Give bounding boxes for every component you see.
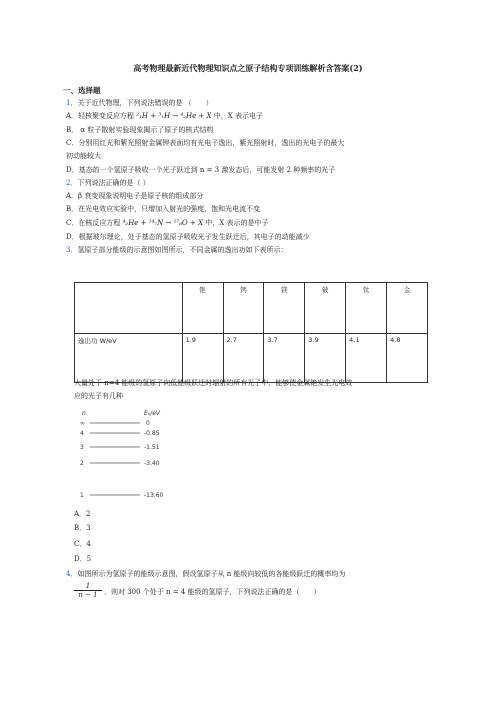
table-cell: 4.1 xyxy=(346,334,387,383)
table-row-label: 逸出功 W/eV xyxy=(75,334,183,383)
q4-fraction xyxy=(74,582,102,599)
level-n-3: 3 xyxy=(80,444,84,451)
q4-stem-text: 如图所示为氢原子的能级示意图，假设氢原子从 n 能级向较低的各能级跃迁的概率均为 xyxy=(77,570,346,578)
level-e-3: -1.51 xyxy=(144,444,160,451)
q2-stem-text: 下列说法正确的是（ ） xyxy=(77,179,150,187)
page-title: 高考物理最新近代物理知识点之原子结构专项训练解析含答案(2) xyxy=(133,63,363,73)
table-header-cell: 铍 xyxy=(305,283,346,334)
q3-body-line1: 大量处于 n=4 能级的氢原子向低能级跃迁时辐射的所有光子中，能够使金属铯发生光电效 xyxy=(74,379,353,387)
q4-fraction-denominator: n − 1 xyxy=(78,591,98,599)
q3-stem xyxy=(66,245,287,255)
table-header-cell: 金 xyxy=(387,283,428,334)
diagram-e-label: Eₙ/eV xyxy=(144,410,161,417)
q1-option-a xyxy=(66,111,263,121)
q1-number: 1． xyxy=(66,99,78,107)
q3-stem-text: 氢原子部分能级的示意图如图所示，不同金属的逸出功如下表所示： xyxy=(77,246,288,254)
q2-option-c-post: 中，X 表示的是中子 xyxy=(205,219,269,227)
level-e-infinity: 0 xyxy=(146,420,150,427)
q1-option-c-line1: C．分别用红光和紫光照射金属钾表面均有光电子逸出，紫光照射时，逸出的光电子的最大 xyxy=(66,139,345,147)
energy-level-diagram xyxy=(78,405,188,505)
q4-tail: ．则对 300 个处于 n = 4 能级的氢原子，下列说法正确的是（ ） xyxy=(104,588,321,596)
q3-body-line2: 应的光子有几种 xyxy=(74,392,123,400)
level-e-2: -3.40 xyxy=(144,460,160,467)
table-cell: 3.9 xyxy=(305,334,346,383)
work-function-table xyxy=(74,282,428,383)
table-cell: 2.7 xyxy=(223,334,264,383)
q2-option-c-equation: ⁴₂He + ¹⁴₇N → ¹⁷₈O + X xyxy=(122,219,204,227)
table-header-cell xyxy=(75,283,183,334)
q2-option-c-pre: C．在核反应方程 xyxy=(66,219,121,227)
section-heading: 一、选择题 xyxy=(63,86,101,95)
q2-number: 2． xyxy=(66,179,78,187)
q3-option-a: A．2 xyxy=(74,510,91,518)
table-row xyxy=(75,334,428,383)
q2-option-a: A．β 衰变现象说明电子是原子核的组成部分 xyxy=(66,192,204,200)
diagram-n-label: n xyxy=(82,410,86,417)
q1-option-a-text-pre: 轻核聚变反应方程 xyxy=(78,112,135,120)
level-e-1: -13.60 xyxy=(144,492,164,499)
level-n-2: 2 xyxy=(80,460,84,467)
q1-option-d: D．基态的一个氢原子吸收一个光子跃迁到 n = 3 激发态后，可能发射 2 种频率的光子 xyxy=(66,166,336,174)
table-header-cell: 钙 xyxy=(223,283,264,334)
table-header-cell: 铯 xyxy=(182,283,223,334)
q1-option-a-equation: ²₁H + ³₁H → ⁴₂He + X xyxy=(136,112,212,120)
q1-stem-text: 关于近代物理，下列说法错误的是 （ ） xyxy=(77,99,213,107)
table-cell: 1.9 xyxy=(182,334,223,383)
q2-option-d: D．根据玻尔理论，处于基态的氢原子吸收光子发生跃迁后，其电子的动能减少 xyxy=(66,233,310,241)
q1-option-c-line2: 初动能较大 xyxy=(66,152,101,160)
level-n-1: 1 xyxy=(80,492,84,499)
q1-option-a-label: A． xyxy=(66,112,79,120)
table-cell: 4.8 xyxy=(387,334,428,383)
table-header-row xyxy=(75,283,428,334)
q4-stem xyxy=(66,569,345,579)
level-n-infinity: ∞ xyxy=(80,420,85,427)
table-cell: 3.7 xyxy=(264,334,305,383)
q3-number: 3． xyxy=(66,246,78,254)
q3-option-d: D．5 xyxy=(74,555,92,563)
level-n-4: 4 xyxy=(80,430,84,437)
q4-fraction-numerator: 1 xyxy=(74,582,102,591)
table-header-cell: 镁 xyxy=(264,283,305,334)
table-header-cell: 钛 xyxy=(346,283,387,334)
q3-option-b: B．3 xyxy=(74,524,91,532)
q2-option-c xyxy=(66,218,269,228)
q4-number: 4． xyxy=(66,570,78,578)
q1-stem xyxy=(66,98,213,108)
q1-option-b: B． α 粒子散射实验现象揭示了原子的核式结构 xyxy=(66,126,214,134)
q3-option-c: C．4 xyxy=(74,540,91,548)
q1-option-a-text-post: 中，X 表示电子 xyxy=(213,112,263,120)
level-e-4: -0.85 xyxy=(144,430,160,437)
q2-stem xyxy=(66,178,150,188)
q2-option-b: B．在光电效应实验中，只增加入射光的强度，饱和光电流不变 xyxy=(66,205,261,213)
